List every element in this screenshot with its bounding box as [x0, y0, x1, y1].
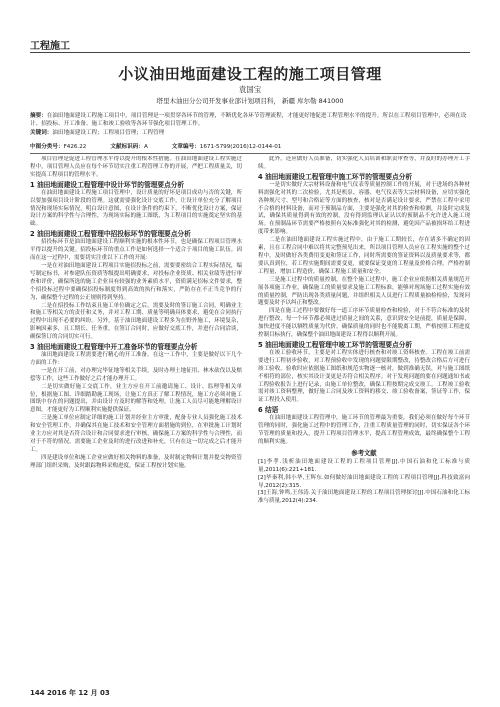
section-heading: 5 油田地面建设工程管理中竣工环节的管理要点分析: [258, 340, 413, 349]
reference-item: [2]毕秦利,韩小华,王辉东.如何做好油田地面建设工程的工程项目管理[J].科技致富向导,2012(2):315.: [258, 474, 470, 489]
references-heading: 参考文献: [351, 449, 377, 457]
section-heading: 3 油田地面建设工程管理中开工准备环节的管理要点分析: [30, 343, 198, 352]
page-footer: 144 2016 年 12 月 03: [30, 689, 110, 697]
body-paragraph: 项目管理是促进工程管理水平得以提升的根本性措施。在油田地面建设工程实施过程中，项目管理人员应在每个环节切实注重工程管理工作的开展，严把工程质量关，切实提高工程项目的管理水平。: [30, 156, 242, 178]
section-heading: 2 油田地面建设工程管理中招投标环节的管理要点分析: [30, 230, 191, 239]
body-paragraph: 二是在招投标工作结束且施工单位确定之后，需要及时的签订施工合同，明确业主和施工等相关方的责任和义务，并对工程工期、质量等明确具体要求，避免在合同执行过程中出现不必要的纠纷。另外，基于油田地面建设工程多为在野外施工，环境复杂，影响因素多，且工期长、任务重，在签订合同时，应做好交底工作，并进行合同洽谈，确保签订的合同切实可行。: [30, 302, 242, 341]
clc-item: 中图分类号：F426.22: [30, 144, 87, 150]
body-paragraph: 招投标环节是油田地面建设工程顺利实施的根本性环节，也是确保工程项目管理水平得以提升的关键。招投标环节的重点工作是如何选择一个适合于项目的施工队伍。因而在这一过程中，需要切实注重以下工作的开展：: [30, 239, 242, 262]
body-paragraph: 在油田地面建设工程管理中，施工环节的管理最为重要，我们必须在做好每个环节管理的同时，强化施工过程中的管理工作，注重工程质量管理的同时，切实保证各个环节管理的质量和投入，提升工程项目管理水平，提高工程管理成效，最终确保整个工程的顺利实施。: [258, 415, 470, 445]
reference-item: [3]王海,钟鸣,王伟涛.关于油田地面建设工程的工程项目管理探讨[J].中国石油和化工标准与质量,2012(4):234.: [258, 490, 470, 505]
classification-line: [30, 142, 470, 150]
body-paragraph: 四是建设单位和施工企业应做好相关物料的准备，及时制定物料计划并提交物资管理部门组织采购，及时跟踪物料采购进度，保证工程按计划实施。: [30, 454, 242, 469]
section-heading: 1 油田地面建设工程管理中设计环节的管理要点分析: [30, 180, 185, 189]
abstract-rule: [30, 153, 470, 154]
body-paragraph: 三是施工过程中的质量控制，在整个施工过程中，施工企业应依据相关质量规范开展各项施工作业，确保施工的质量要求及施工工程标准，能够对现场施工过程实施有效的质量控制，严防出现各类质量问题，并组织相关人员进行工程质量抽检检验，发现问题要及时予以纠正和整改。: [258, 276, 470, 307]
body-paragraph: 二是在油田地面建设工程实施过程中，由于施工工期较长，存在诸多不确定的因素，且在工程合同中难以将其完整预见出来，所以项目管理人员应在工程实施的整个过程中，及时做好各类费用变更和签证工作，同时所需要的签证资料以及质量要求等，都要认真到位，若工程实施期间需要变更，就要保证变更的工程量及价格合理，严格控制工程量，增加工程造价，确保工程施工质量和安全。: [258, 237, 470, 275]
article-title: 小议油田地面建设工程的施工项目管理: [118, 65, 382, 83]
article-affiliation: 塔里木油田分公司开发事业部计划项目科， 新疆 库尔勒 841000: [156, 97, 344, 105]
article-author: 袁国宝: [238, 85, 262, 94]
keywords: [30, 129, 470, 137]
abstract: [30, 112, 470, 129]
body-paragraph: 此外，还应做好人员准备，切实强化人员培训和职责审查等，并及时的办理开工手续。: [258, 156, 470, 170]
doc-code-item: 文献标识码：A: [110, 144, 148, 150]
abstract-label: 摘要：: [30, 113, 47, 119]
keywords-text: 油田地面建设工程；工程项目管理；工程管理: [52, 130, 165, 136]
body-paragraph: 一是在开工前，对办理完毕征地等相关手续，及时办理土地征用、林木砍伐以及赔偿等工作，这些工作做好之后才能办理开工。: [30, 367, 242, 382]
abstract-text: 在油田地面建设工程施工项目中，项目管理是一项贯穿各环节的管理，不断优化各环节管理流程，才能更好地促进工程管理水平的提升。所以在工程项目管理中，必须在设计、招投标、开工准备、施工和竣工验收等各环节强化项目管理工作。: [30, 113, 467, 128]
section-label: 工程施工: [30, 41, 70, 52]
section-heading: 6 结语: [258, 406, 279, 415]
body-paragraph: 二是切实做好施工交底工作，业主方应在开工前邀请施工、设计、监理等相关单位，根据施工图、详细踏勘施工现场，让施工方真正了解工程情况，施工方必须对施工图纸中存在的问题提出，并由设计方及时的解答和处理，让施工人员尽可能地理解设计意图，才能更好为工程顺利实施提供保证。: [30, 383, 242, 414]
body-paragraph: 在竣工验收环节，主要是对工程实体进行核查和对竣工资料核查。工程在竣工前需要进行工程初步验收，对工程预验收中发现的问题要限期整改，待整改合格后方可进行竣工验收。验收时应依据施工图纸和规范实物逐一核对，做到准确无误，对与施工图纸不相符的部位，核实其设计变更是否符合相关程序。对于发现问题的要在问题通知书或工程验收报告上进行记录，由施工单位整改，确保工程按期完成交竣工。工程竣工验收需对竣工资料整理，做好施工合同及竣工资料的移交、竣工验收备案，签证等工作，保证工程投入使用。: [258, 349, 470, 404]
body-paragraph: 三是施工单位应制定详细的施工计划并经业主方审批，配备专业人员强化施工技术和安全管理工作，并确保其在施工技术和安全管理方面措施的到位，在审批施工计划时业主方应对其是否符合设计和合同要求进行审核，确保施工方案的科学性与合理性，而对于不符的情况，需要施工企业及时的进行改进和补充，只有在这一切完成之后才能开工。: [30, 415, 242, 453]
body-column-right: [258, 156, 470, 683]
section-heading: 4 油田地面建设工程管理中施工环节的管理要点分析: [258, 172, 413, 181]
body-paragraph: 一是切实做好大宗材料设备和电气仪表等质量控制工作的开展，对于进场的各种材料需强化对其的二次检验，尤其是机泵、容器、电气仪表等大宗材料设备，应切实强化各种规尺寸、型号和合格证等方面的核查，核对是否满足设计要求，严禁在工程中采用不合格的材料设备，而对于预制品方面，主要是强化对其的检查和检测，并及时完成复试，确保其质量得到有效的控制，没有得到监理认证认以的预制品不允许进入施工现场。在预制品环节需要严格按照有关标准强化对其的检测，避免因产品被损坏给工程进度带来影响。: [258, 181, 470, 236]
keywords-label: 关键词：: [30, 130, 53, 136]
header-rule: [30, 52, 470, 53]
body-column-left: [30, 156, 242, 683]
body-paragraph: 在油田地面建设工程施工项目管理中，设计质量的好坏是项目成功与否的关键，所以要加强项目设计阶段的管理。这就需要强化设计交底工作，让设计单位充分了解项目情况和现场实际情况，明白设计意图，在设计条件的约束下，不断优化设计方案，保证设计方案的科学性与合理性，为现场实际的施工图纸，为工程项目的实施奠定坚实的基础。: [30, 189, 242, 228]
article-number-item: 文章编号：1671-5799(2016)12-0144-01: [171, 144, 282, 150]
body-paragraph: 四是在施工过程中要做好每一道工序环节质量检查和检验，对于不符合标准的及时进行整改，每一个环节都必须进过质量之间的关系，意识到安全是前提，质量是保障，加快进度不能以牺牲质量为代价，确保质量的同时也不能脱离工期，严格按照工程进度控制目标执行，确保整个油田地面建设工程得以顺利开展。: [258, 308, 470, 339]
reference-item: [1]李孝.浅析油田地面建设工程的工程项目管理[J].中国石油和化工标准与质量,2011(6):221+181.: [258, 458, 470, 473]
body-paragraph: 一是在对油田地面建设工程项目实施招投标之前，需要要密结合工程实际情况，编写制定标书，对参建队伍资质等级提出明确要求，对投标企业资质、相关业绩等进行审查和评价，确保所选的施工企业具有较强的业务素质水平，资质满足招标文件要求，整个招投标过程中要确保招投标制度得到高效的执行和落实，严防存在不正当竞争的行为，确保整个过程的公正规则得到坚持。: [30, 262, 242, 301]
body-paragraph: 油田地面建设工程需要进行精心的开工准备，在这一工作中，主要是做好以下几个方面的工作：: [30, 352, 242, 366]
